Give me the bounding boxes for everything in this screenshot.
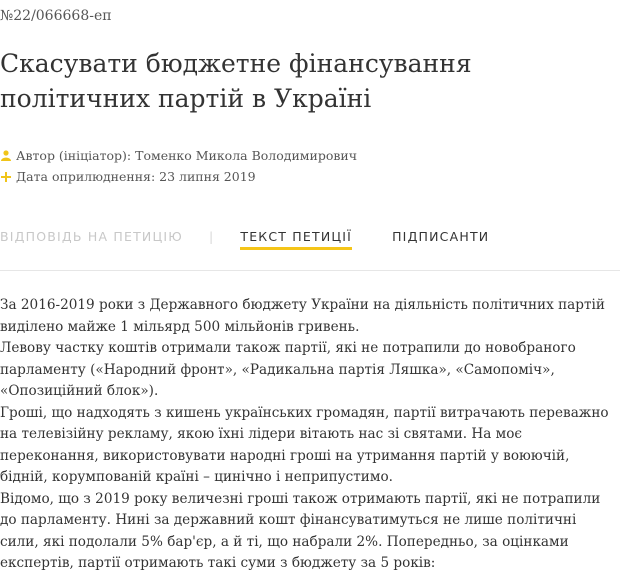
- paragraph: За 2016-2019 роки з Державного бюджету України на діяльність політичних партій виділено майже 1 мільярд 500 мільйонів гривень.: [0, 297, 605, 335]
- paragraph: Відомо, що з 2019 року величезні гроші також отримають партії, які не потрапили до парламенту. Нині за державний кошт фінансуватимуться не лише політичні сили, які подолали 5% бар'єр, а й ті, що набрали 2%. Попередньо, за оцінками експертів, партії отримають такі суми з бюджету за 5 років:: [0, 490, 601, 571]
- author-label: Автор (ініціатор): Томенко Микола Володимирович: [16, 148, 357, 163]
- petition-text: [0, 295, 618, 575]
- petition-tabs: [0, 229, 620, 251]
- date-label: Дата оприлюднення: 23 липня 2019: [16, 169, 256, 184]
- paragraph: Левову частку коштів отримали також партії, які не потрапили до новобраного парламенту («Народний фронт», «Радикальна партія Ляшка», «Самопоміч», «Опозиційний блок»).: [0, 340, 576, 399]
- divider: [0, 270, 620, 271]
- tab-petition-text[interactable]: ТЕКСТ ПЕТИЦІЇ: [240, 229, 352, 250]
- paragraph: Гроші, що надходять з кишень українських громадян, партії витрачають переважно на телевізійну рекламу, якою їхні лідери вітають нас зі святами. На моє переконання, використовувати народні гроші на утримання партій у воюючій, бідній, корумпованій країні – цинічно і неприпустимо.: [0, 404, 609, 485]
- plus-icon: [0, 172, 12, 182]
- author-line: [0, 148, 357, 163]
- page-title: Скасувати бюджетне фінансування політичних партій в Україні: [0, 49, 472, 113]
- tab-separator: |: [208, 229, 215, 244]
- user-icon: [0, 150, 12, 161]
- date-line: [0, 169, 256, 184]
- tab-signers[interactable]: ПІДПИСАНТИ: [392, 229, 490, 244]
- tab-answer[interactable]: ВІДПОВІДЬ НА ПЕТИЦІЮ: [0, 229, 183, 244]
- petition-number: №22/066668-еп: [0, 8, 112, 24]
